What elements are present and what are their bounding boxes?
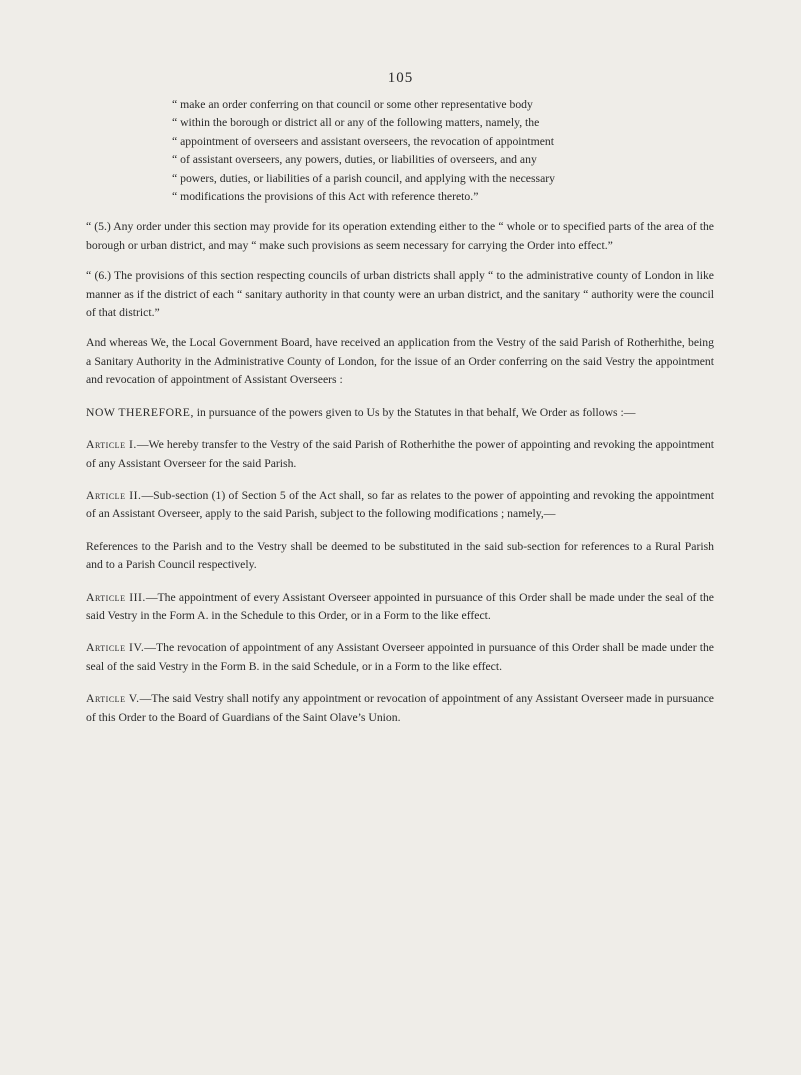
article-5 — [86, 690, 714, 727]
whereas-paragraph: And whereas We, the Local Government Board, have received an application from the Vestry of the said Parish of Rotherhithe, being a Sanitary Authority in the Administrative County of London, for the issue of an Order conferring on the said Vestry the appointment and revocation of appointment of Assistant Overseers : — [86, 336, 714, 387]
now-therefore-paragraph — [86, 404, 714, 422]
article-5-heading: Article V. — [86, 692, 140, 706]
now-therefore-text: in pursuance of the powers given to Us by the Statutes in that behalf, We Order as follows :— — [193, 405, 636, 419]
article-3-text: —The appointment of every Assistant Overseer appointed in pursuance of this Order shall be made under the seal of the said Vestry in the Form A. in the Schedule to this Order, or in a Form to the like effect. — [86, 590, 714, 622]
quote-line: “ modifications the provisions of this Act with reference thereto.” — [172, 190, 479, 204]
article-1-heading: Article I. — [86, 438, 137, 452]
quote-line: “ appointment of overseers and assistant overseers, the revocation of appointment — [172, 134, 554, 148]
subsection-6: “ (6.) The provisions of this section respecting councils of urban districts shall apply “ to the administrative county of London in like manner as if the district of each “ sanitary authority in that county were an urban district, and the sanitary “ authority were the council of that district.” — [86, 269, 714, 320]
article-2 — [86, 487, 714, 524]
now-therefore-heading: NOW THEREFORE, — [86, 405, 194, 419]
article-5-text: —The said Vestry shall notify any appointment or revocation of appointment of any Assistant Overseer made in pursuance of this Order to the Board of Guardians of the Saint Olave’s Union. — [86, 692, 714, 724]
references-paragraph: References to the Parish and to the Vestry shall be deemed to be substituted in the said sub-section for references to a Rural Parish and to a Parish Council respectively. — [86, 539, 714, 572]
article-4 — [86, 639, 714, 676]
quote-line: “ powers, duties, or liabilities of a parish council, and applying with the necessary — [172, 171, 555, 185]
article-4-heading: Article IV. — [86, 641, 145, 655]
article-1 — [86, 436, 714, 473]
quote-line: “ of assistant overseers, any powers, duties, or liabilities of overseers, and any — [172, 153, 537, 167]
quote-opening — [86, 96, 714, 206]
article-3 — [86, 589, 714, 626]
quote-line: “ within the borough or district all or any of the following matters, namely, the — [172, 116, 540, 130]
quote-line: “ make an order conferring on that council or some other representative body — [172, 98, 533, 111]
page-number: 105 — [387, 70, 414, 86]
article-4-text: —The revocation of appointment of any Assistant Overseer appointed in pursuance of this Order shall be made under the seal of the said Vestry in the Form B. in the said Schedule, or in a Form to the like effect. — [86, 641, 714, 673]
article-3-heading: Article III. — [86, 590, 146, 604]
subsection-5: “ (5.) Any order under this section may provide for its operation extending either to the “ whole or to specified parts of the area of the borough or urban district, and may “ make such provisions as seem necessary for carrying the Order into effect.” — [86, 220, 714, 252]
article-2-text: —Sub-section (1) of Section 5 of the Act shall, so far as relates to the power of appointing and revoking the appointment of an Assistant Overseer, apply to the said Parish, subject to the following modifications ; namely,— — [86, 488, 714, 521]
article-1-text: —We hereby transfer to the Vestry of the said Parish of Rotherhithe the power of appointing and revoking the appointment of any Assistant Overseer for the said Parish. — [86, 438, 714, 470]
article-2-heading: Article II. — [86, 488, 142, 502]
document-body — [86, 96, 714, 727]
